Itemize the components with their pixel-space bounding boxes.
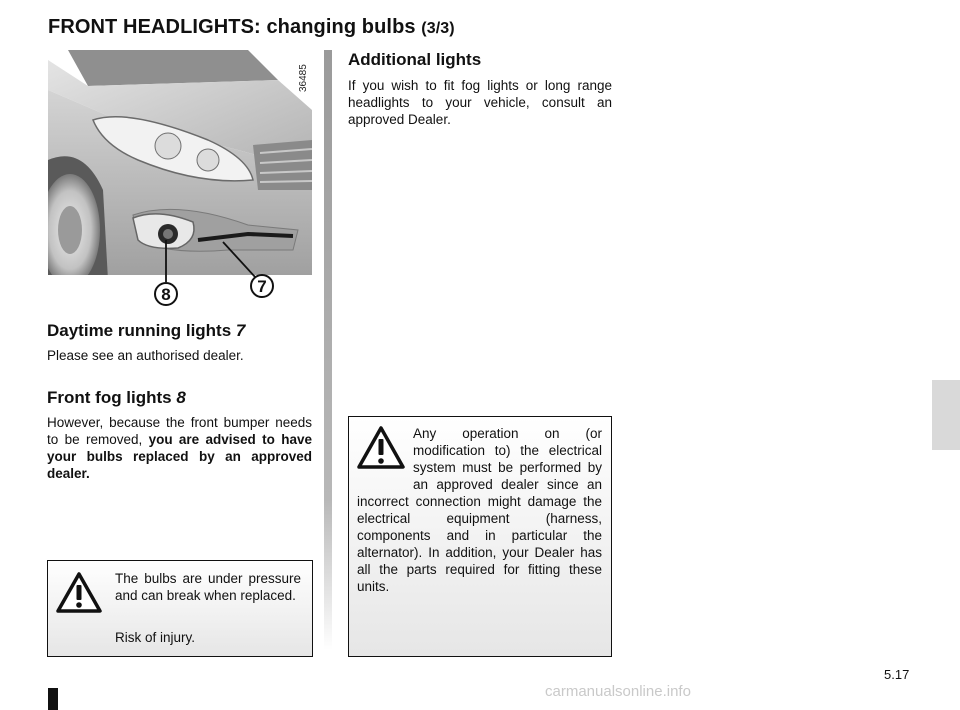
column-divider: [324, 50, 332, 650]
callout-8-label: 8: [161, 285, 171, 304]
warning-icon-spacer: [357, 425, 413, 493]
warning-triangle-icon: [55, 571, 103, 615]
daytime-heading-text: Daytime running lights: [47, 321, 232, 340]
car-front-drawing: [48, 50, 312, 312]
chapter-tab: [932, 380, 960, 450]
page-title-suffix: (3/3): [421, 20, 455, 37]
callout-7-label: 7: [257, 277, 267, 296]
warning-bulbs-risk: Risk of injury.: [115, 630, 196, 645]
fog-text-plain: However, because the front bumper needs to be removed,: [47, 415, 312, 447]
watermark: carmanualsonline.info: [545, 683, 691, 700]
daytime-heading: [47, 321, 245, 341]
page-title-text: FRONT HEADLIGHTS: changing bulbs: [48, 16, 416, 38]
warning-electrical-text: [357, 425, 602, 595]
daytime-heading-ref: 7: [235, 321, 246, 340]
fog-heading-ref: 8: [176, 388, 186, 407]
car-front-illustration: [48, 50, 312, 312]
page-title: [48, 16, 455, 39]
fog-heading: [47, 388, 186, 408]
additional-heading: Additional lights: [348, 50, 482, 69]
corner-mark: [48, 688, 58, 710]
fog-text: [47, 414, 312, 482]
warning-electrical-body: Any operation on (or modification to) the electrical system must be performed by an approved dealer since an incorrect connection might damage the electrical equipment (harness, components and in particular the alternator). In addition, your Dealer has all the parts required for fitting these units.: [357, 426, 602, 594]
fog-text-bold: you are advised to have your bulbs replaced by an approved dealer.: [47, 432, 312, 481]
warning-box-bulbs: [47, 560, 313, 657]
fog-heading-text: Front fog lights: [47, 388, 172, 407]
warning-bulbs-text: The bulbs are under pressure and can break when replaced.: [115, 571, 301, 603]
page-number: 5.17: [884, 667, 910, 682]
additional-text: If you wish to fit fog lights or long range headlights to your vehicle, consult an approved Dealer.: [348, 78, 612, 127]
warning-box-electrical: [348, 416, 612, 657]
illustration-reference-number: 36485: [298, 64, 309, 92]
daytime-text: Please see an authorised dealer.: [47, 348, 244, 363]
